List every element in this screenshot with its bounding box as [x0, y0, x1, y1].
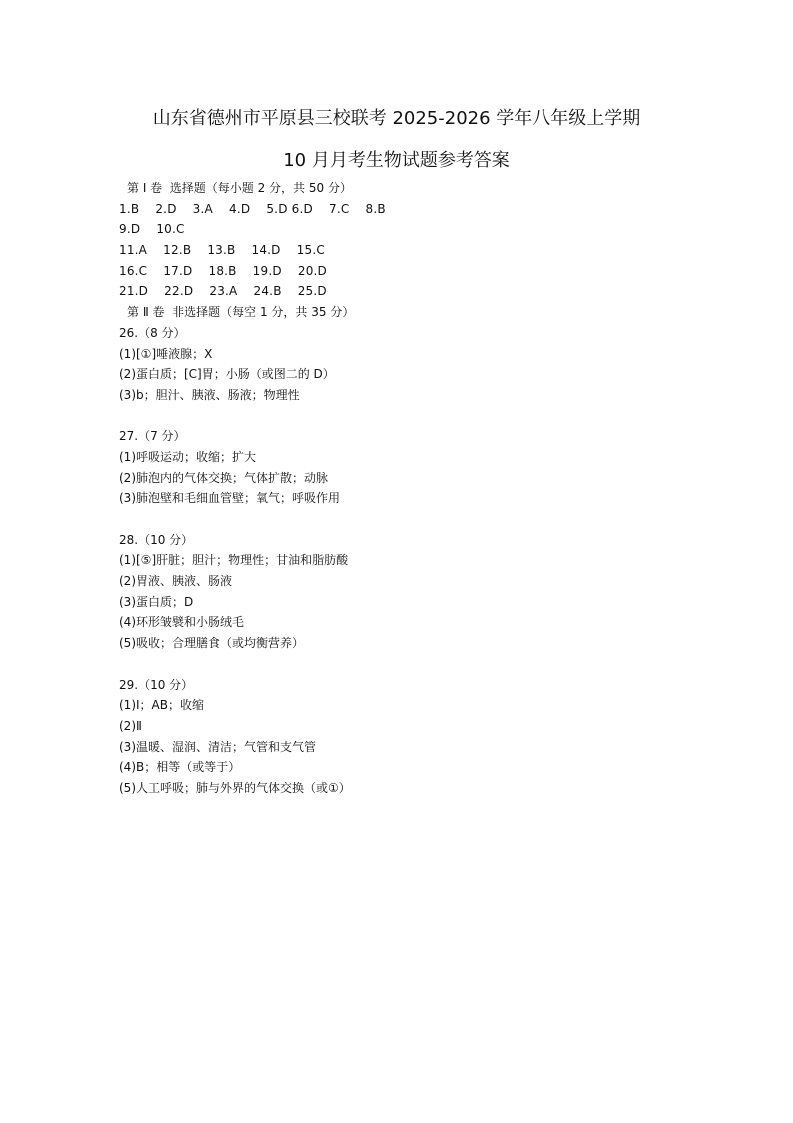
mc-answers-row-3: 11.A 12.B 13.B 14.D 15.C [119, 243, 325, 258]
spacer [119, 654, 739, 675]
q27-heading: 27.（7 分） [119, 429, 186, 444]
spacer [119, 406, 739, 427]
q26-item-2: (2)蛋白质；[C]胃；小肠（或图二的 D） [119, 367, 335, 382]
q28-item-3: (3)蛋白质；D [119, 594, 194, 609]
part1-heading: 第 I 卷 选择题（每小题 2 分，共 50 分） [127, 181, 352, 195]
part2-heading: 第 Ⅱ 卷 非选择题（每空 1 分，共 35 分） [127, 305, 355, 320]
q27-item-3: (3)肺泡壁和毛细血管壁；氧气；呼吸作用 [119, 491, 340, 506]
q27-item-1: (1)呼吸运动；收缩；扩大 [119, 449, 256, 464]
q29-heading: 29.（10 分） [119, 677, 194, 692]
q26-item-3: (3)b；胆汁、胰液、肠液；物理性 [119, 387, 300, 402]
q29-item-5: (5)人工呼吸；肺与外界的气体交换（或①） [119, 780, 351, 795]
q27-item-2: (2)肺泡内的气体交换；气体扩散；动脉 [119, 470, 328, 485]
mc-answers-row-4: 16.C 17.D 18.B 19.D 20.D [119, 263, 327, 278]
answer-key-body [119, 178, 739, 799]
mc-answers-row-1: 1.B 2.D 3.A 4.D 5.D 6.D 7.C 8.B [119, 201, 386, 216]
spacer [119, 509, 739, 530]
q29-item-2: (2)Ⅱ [119, 718, 142, 733]
q29-item-1: (1)Ⅰ；AB；收缩 [119, 698, 204, 713]
q29-item-3: (3)温暖、湿润、清洁；气管和支气管 [119, 739, 316, 754]
q28-item-2: (2)胃液、胰液、肠液 [119, 574, 232, 589]
q28-heading: 28.（10 分） [119, 532, 194, 547]
q26-item-1: (1)[①]唾液腺；X [119, 346, 213, 361]
q28-item-1: (1)[⑤]肝脏；胆汁；物理性；甘油和脂肪酸 [119, 553, 349, 568]
mc-answers-row-2: 9.D 10.C [119, 222, 185, 237]
mc-answers-row-5: 21.D 22.D 23.A 24.B 25.D [119, 284, 327, 299]
q28-item-4: (4)环形皱襞和小肠绒毛 [119, 615, 244, 630]
document-subtitle: 10 月月考生物试题参考答案 [283, 150, 510, 171]
q26-heading: 26.（8 分） [119, 325, 186, 340]
document-title: 山东省德州市平原县三校联考 2025-2026 学年八年级上学期 [152, 108, 641, 129]
q29-item-4: (4)B；相等（或等于） [119, 760, 241, 775]
q28-item-5: (5)吸收；合理膳食（或均衡营养） [119, 636, 304, 651]
